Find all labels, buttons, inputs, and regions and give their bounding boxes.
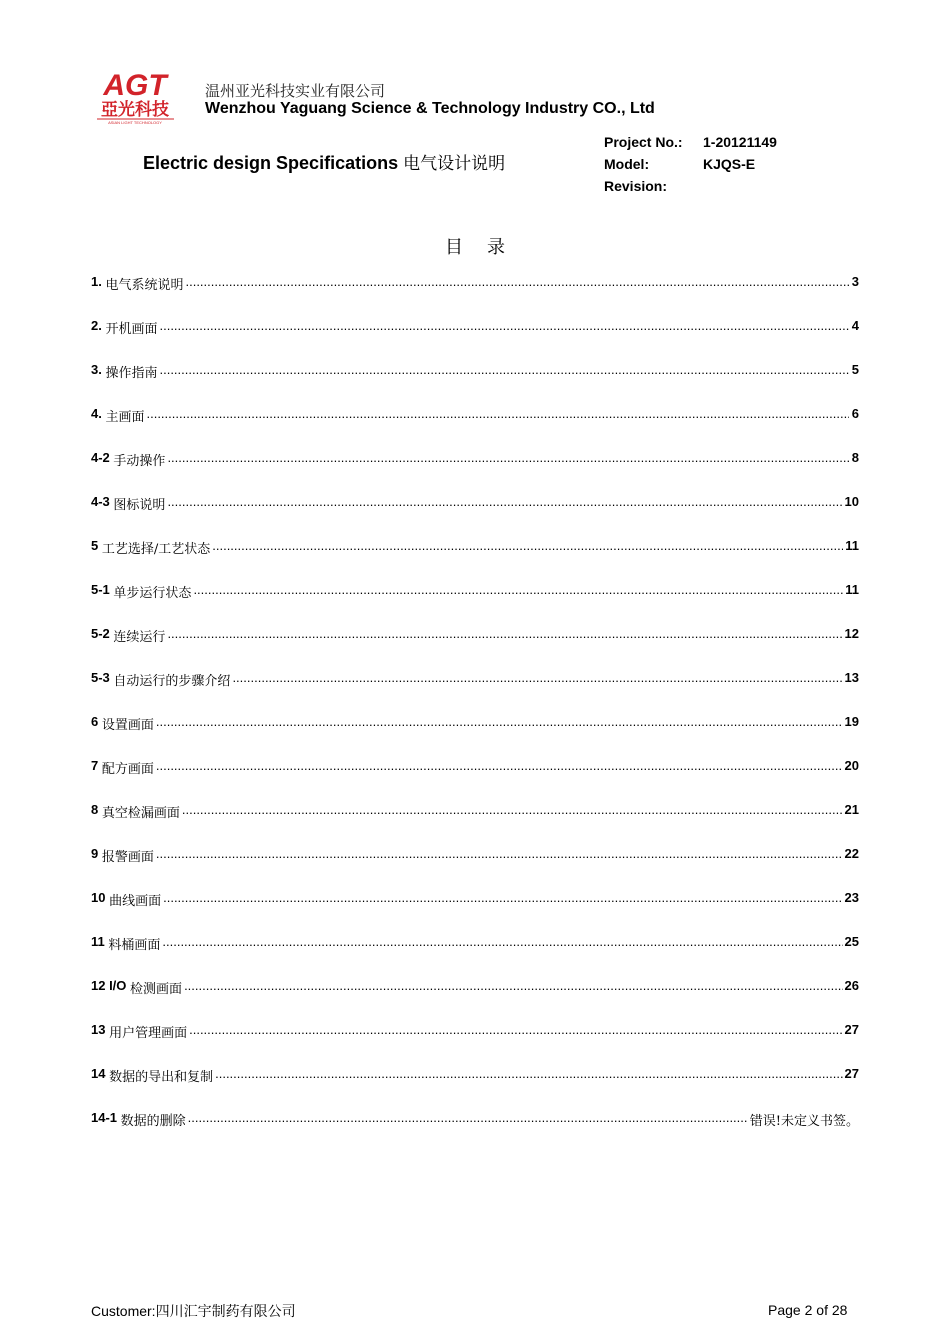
page-current: 2 — [804, 1302, 813, 1318]
toc-entry-page: 8 — [851, 450, 859, 465]
document-meta — [604, 134, 777, 200]
toc-leader-dots — [159, 318, 849, 333]
meta-row-project — [604, 134, 777, 156]
toc-leader-dots — [167, 450, 849, 465]
toc-entry-page: 3 — [851, 274, 859, 289]
toc-leader-dots — [167, 494, 842, 509]
toc-entry-title: 数据的删除 — [120, 1114, 186, 1129]
toc-entry-title: 开机画面 — [105, 322, 158, 337]
toc-entry[interactable] — [91, 934, 859, 978]
toc-leader-dots — [215, 1066, 842, 1081]
toc-entry[interactable] — [91, 538, 859, 582]
svg-text:亞光科技: 亞光科技 — [101, 100, 169, 120]
customer-name: 四川汇宇制药有限公司 — [155, 1304, 296, 1320]
toc-entry-title: 手动操作 — [113, 454, 166, 469]
toc-leader-dots — [167, 626, 842, 641]
meta-value: 1-20121149 — [703, 134, 777, 150]
company-logo — [93, 67, 178, 125]
meta-row-model — [604, 156, 777, 178]
toc-entry[interactable] — [91, 582, 859, 626]
page-total: 28 — [831, 1302, 848, 1318]
toc-entry-title: 用户管理画面 — [109, 1026, 188, 1041]
document-title-en: Electric design Specifications — [143, 153, 399, 173]
toc-entry-number: 4. — [91, 406, 102, 421]
toc-leader-dots — [156, 714, 843, 729]
toc-entry-number: 6 — [91, 714, 99, 729]
toc-leader-dots — [212, 538, 843, 553]
toc-entry-number: 11 — [91, 934, 105, 949]
toc-entry-title: 设置画面 — [101, 718, 154, 733]
toc-entry-title: 自动运行的步骤介绍 — [113, 674, 231, 689]
toc-leader-dots — [193, 582, 843, 597]
page-label: Page — [768, 1302, 801, 1318]
toc-entry-number: 5-3 — [91, 670, 110, 685]
toc-entry-page: 19 — [844, 714, 859, 729]
toc-leader-dots — [156, 758, 843, 773]
toc-entry-page: 27 — [844, 1022, 859, 1037]
toc-entry-page: 21 — [844, 802, 859, 817]
toc-entry-number: 1. — [91, 274, 102, 289]
meta-key: Project No.: — [604, 134, 683, 150]
toc-entry-page: 10 — [844, 494, 859, 509]
toc-entry-number: 5-1 — [91, 582, 110, 597]
svg-text:AGT: AGT — [103, 69, 167, 102]
toc-entry[interactable] — [91, 1022, 859, 1066]
document-title-cn: 电气设计说明 — [403, 154, 506, 174]
toc-entry-page: 11 — [845, 538, 859, 553]
toc-entry-page: 11 — [845, 582, 859, 597]
toc-leader-dots — [159, 362, 849, 377]
toc-entry-number: 8 — [91, 802, 99, 817]
toc-leader-dots — [184, 978, 842, 993]
footer-page-number — [768, 1302, 847, 1318]
toc-entry-page: 12 — [844, 626, 859, 641]
toc-entry[interactable] — [91, 494, 859, 538]
toc-entry[interactable] — [91, 318, 859, 362]
toc-entry[interactable] — [91, 1066, 859, 1110]
toc-entry-number: 4-3 — [91, 494, 110, 509]
svg-text:ASIAN LIGHT TECHNOLOGY: ASIAN LIGHT TECHNOLOGY — [108, 120, 162, 125]
toc-entry-title: 报警画面 — [101, 850, 154, 865]
toc-entry[interactable] — [91, 758, 859, 802]
toc-leader-dots — [189, 1022, 842, 1037]
toc-entry-title: 检测画面 — [130, 982, 183, 997]
toc-heading: 目录 — [445, 237, 529, 258]
toc-entry-number: 13 — [91, 1022, 106, 1037]
toc-entry-title: 图标说明 — [113, 498, 166, 513]
toc-leader-dots — [162, 934, 842, 949]
footer-customer — [91, 1301, 296, 1321]
toc-entry-page: 22 — [844, 846, 859, 861]
toc-leader-dots — [232, 670, 842, 685]
toc-entry-title: 单步运行状态 — [113, 586, 192, 601]
document-title — [143, 149, 505, 174]
meta-key: Revision: — [604, 178, 668, 194]
toc-entry[interactable] — [91, 274, 859, 318]
toc-leader-dots — [182, 802, 843, 817]
toc-entry[interactable] — [91, 362, 859, 406]
toc-entry[interactable] — [91, 670, 859, 714]
toc-entry-number: 4-2 — [91, 450, 110, 465]
meta-key: Model: — [604, 156, 650, 172]
toc-leader-dots — [146, 406, 849, 421]
customer-label: Customer: — [91, 1303, 156, 1319]
toc-entry-title: 配方画面 — [101, 762, 154, 777]
toc-entry-page: 13 — [844, 670, 859, 685]
page-of: of — [816, 1302, 828, 1318]
toc-entry[interactable] — [91, 1110, 859, 1154]
toc-entry[interactable] — [91, 450, 859, 494]
toc-leader-dots — [156, 846, 843, 861]
toc-entry-title: 真空检漏画面 — [101, 806, 180, 821]
toc-leader-dots — [163, 890, 842, 905]
meta-value: KJQS-E — [703, 156, 756, 172]
company-name-en: Wenzhou Yaguang Science & Technology Industry CO., Ltd — [205, 100, 655, 117]
toc-entry-number: 14 — [91, 1066, 106, 1081]
toc-entry[interactable] — [91, 714, 859, 758]
toc-entry-page: 5 — [851, 362, 859, 377]
toc-entry-page: 27 — [844, 1066, 859, 1081]
toc-entry[interactable] — [91, 846, 859, 890]
toc-entry-title: 操作指南 — [105, 366, 158, 381]
toc-entry[interactable] — [91, 406, 859, 450]
toc-entry[interactable] — [91, 978, 859, 1022]
toc-entry-number: 7 — [91, 758, 99, 773]
toc-entry[interactable] — [91, 626, 859, 670]
toc-entry[interactable] — [91, 890, 859, 934]
toc-entry-title: 料桶画面 — [108, 938, 161, 953]
toc-entry-number: 14-1 — [91, 1110, 118, 1125]
toc-entry-title: 曲线画面 — [109, 894, 162, 909]
toc-entry-number: 9 — [91, 846, 99, 861]
toc-entry-number: 5 — [91, 538, 99, 553]
company-name-cn: 温州亚光科技实业有限公司 — [205, 82, 386, 100]
toc-entry-number: 10 — [91, 890, 106, 905]
toc-entry-number: 5-2 — [91, 626, 110, 641]
toc-entry-title: 数据的导出和复制 — [109, 1070, 214, 1085]
toc-leader-dots — [185, 274, 849, 289]
toc-leader-dots — [188, 1110, 748, 1125]
toc-entry-page: 4 — [851, 318, 859, 333]
toc-entry-page: 错误!未定义书签。 — [749, 1114, 859, 1129]
toc-entry[interactable] — [91, 802, 859, 846]
meta-row-revision — [604, 178, 777, 200]
toc-entry-page: 26 — [844, 978, 859, 993]
toc-entry-page: 20 — [844, 758, 859, 773]
toc-entry-page: 25 — [844, 934, 859, 949]
toc-entry-title: 主画面 — [105, 410, 145, 425]
toc-entry-page: 6 — [851, 406, 859, 421]
toc-entry-title: 工艺选择/工艺状态 — [101, 542, 211, 557]
toc-entry-title: 连续运行 — [113, 630, 166, 645]
toc-entry-number: 12 I/O — [91, 978, 127, 993]
toc-entry-number: 3. — [91, 362, 102, 377]
toc-entry-title: 电气系统说明 — [105, 278, 184, 293]
table-of-contents — [91, 274, 859, 1154]
toc-entry-number: 2. — [91, 318, 102, 333]
toc-entry-page: 23 — [844, 890, 859, 905]
